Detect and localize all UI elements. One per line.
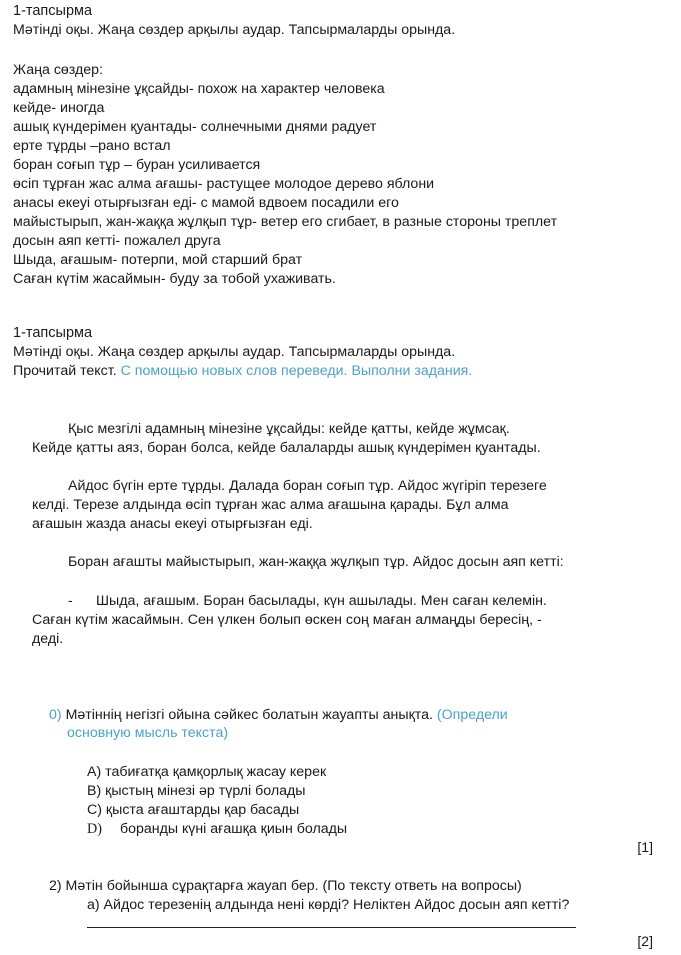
text-p4-line2: Саған күтім жасаймын. Сен үлкен болып өскен соң маған алмаңды бересің, - bbox=[32, 612, 542, 628]
section2-instruction: Мәтінді оқы. Жаңа сөздер арқылы аудар. Тапсырмаларды орында. bbox=[13, 344, 456, 360]
vocab-item: боран соғып тұр – буран усиливается bbox=[13, 157, 261, 173]
text-p4-dash: - bbox=[68, 593, 73, 609]
q1-number: 0) bbox=[49, 707, 62, 723]
q2-question: 2) Мәтін бойынша сұрақтарға жауап бер. (По тексту ответь на вопросы) bbox=[49, 878, 522, 894]
q1-option-c[interactable]: C) қыста ағаштарды қар басады bbox=[87, 802, 300, 818]
q1-option-b[interactable]: B) қыстың мінезі әр түрлі болады bbox=[87, 783, 306, 799]
vocab-item: майыстырып, жан-жаққа жұлқып тұр- ветер его сгибает, в разные стороны треплет bbox=[13, 214, 558, 230]
answer-line[interactable] bbox=[87, 927, 576, 928]
vocab-item: досын аяп кетті- пожалел друга bbox=[13, 233, 221, 249]
vocab-item: кейде- иногда bbox=[13, 100, 105, 116]
q1-line1 bbox=[49, 706, 508, 725]
vocab-item: анасы екеуі отырғызған еді- с мамой вдвоем посадили его bbox=[13, 195, 399, 211]
text-p1-line1: Қыс мезгілі адамның мінезіне ұқсайды: кейде қатты, кейде жұмсақ. bbox=[68, 421, 510, 437]
text-p4-line3: деді. bbox=[32, 631, 64, 647]
option-d-label: D) bbox=[87, 821, 102, 837]
vocab-item: өсіп тұрған жас алма ағашы- растущее молодое дерево яблони bbox=[13, 176, 435, 192]
q1-option-d[interactable] bbox=[87, 820, 347, 839]
q1-option-a[interactable]: A) табиғатқа қамқорлық жасау керек bbox=[87, 764, 327, 780]
text-p2-line3: ағашын жазда анасы екеуі отырғызған еді. bbox=[32, 516, 313, 532]
option-d-text: боранды күні ағашқа қиын болады bbox=[119, 821, 348, 837]
vocab-item: Саған күтім жасаймын- буду за тобой ухаживать. bbox=[13, 271, 336, 287]
vocab-item: ерте тұрды –рано встал bbox=[13, 138, 171, 154]
text-p2-line1: Айдос бүгін ерте тұрды. Далада боран соғып тұр. Айдос жүгіріп терезеге bbox=[68, 478, 547, 494]
q1-mark: [1] bbox=[637, 839, 653, 855]
section1-instruction: Мәтінді оқы. Жаңа сөздер арқылы аудар. Тапсырмаларды орында. bbox=[13, 22, 456, 38]
section2-title: 1-тапсырма bbox=[13, 325, 93, 341]
q1-question-ru-cont: основную мысль текста) bbox=[67, 725, 229, 741]
q1-question-ru: (Определи bbox=[436, 707, 508, 723]
ru-accent: С помощью новых слов переведи. Выполни задания. bbox=[120, 363, 473, 379]
text-p1-line2: Кейде қатты аяз, боран болса, кейде балаларды ашық күндерімен қуантады. bbox=[32, 440, 541, 456]
ru-prefix: Прочитай текст. bbox=[13, 363, 117, 379]
text-p2-line2: келді. Терезе алдында өсіп тұрған жас алма ағашына қарады. Бұл алма bbox=[32, 497, 509, 513]
vocab-list bbox=[13, 61, 557, 289]
q1-options bbox=[87, 763, 347, 839]
text-p3: Боран ағашты майыстырып, жан-жаққа жұлқып тұр. Айдос досын аяп кетті: bbox=[68, 554, 564, 570]
vocab-title: Жаңа сөздер: bbox=[13, 62, 103, 78]
section1-title: 1-тапсырма bbox=[13, 3, 93, 19]
vocab-item: адамның мінезіне ұқсайды- похож на характер человека bbox=[13, 81, 385, 97]
q2-mark: [2] bbox=[637, 933, 653, 949]
vocab-item: Шыда, ағашым- потерпи, мой старший брат bbox=[13, 252, 303, 268]
vocab-item: ашық күндерімен қуантады- солнечными днями радует bbox=[13, 119, 377, 135]
q2-sub-a: a) Айдос терезенің алдында нені көрді? Неліктен Айдос досын аяп кетті? bbox=[87, 897, 570, 913]
q1-question: Мәтіннің негізгі ойына сәйкес болатын жауапты анықта. bbox=[65, 707, 433, 723]
section2-ru-instruction bbox=[13, 362, 472, 381]
text-p4-line1: Шыда, ағашым. Боран басылады, күн ашылады. Мен саған келемін. bbox=[96, 593, 547, 609]
